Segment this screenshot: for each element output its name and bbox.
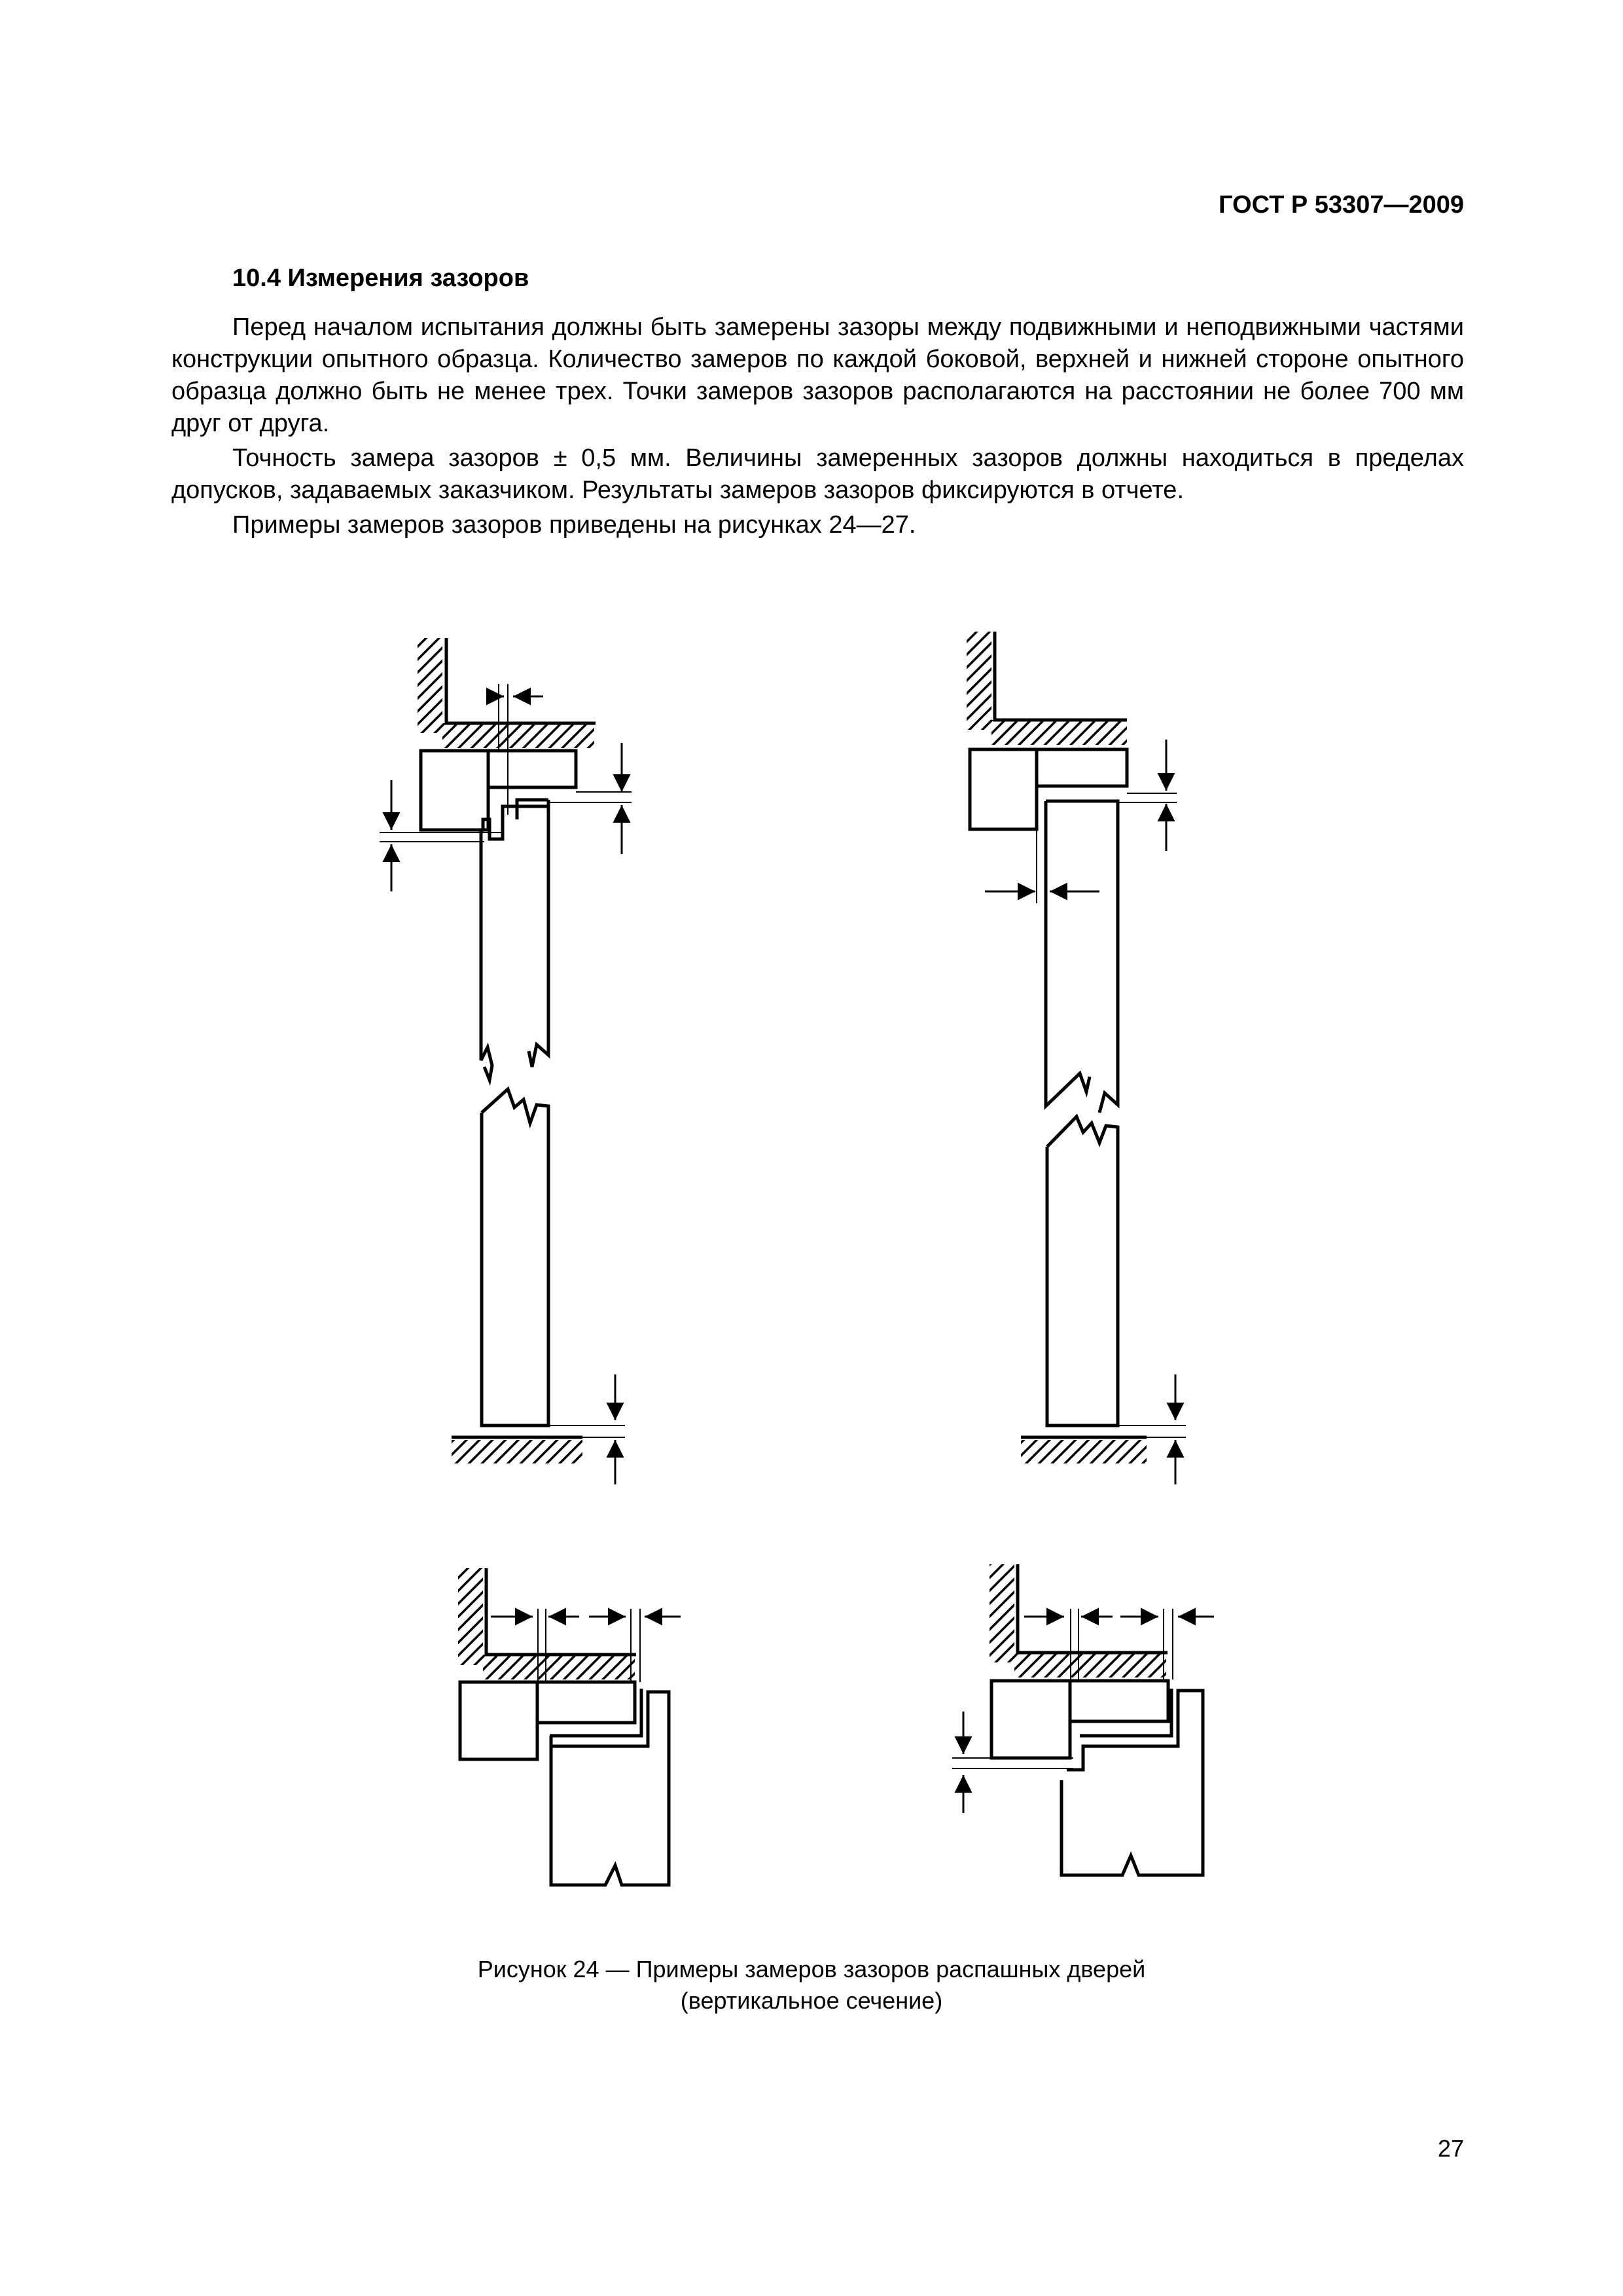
door-leaf [550, 1689, 669, 1885]
page-number: 27 [1437, 2135, 1464, 2162]
caption-line-1: Рисунок 24 — Примеры замеров зазоров распашных дверей [477, 1956, 1146, 1982]
paragraph-3: Примеры замеров зазоров приведены на рисунках 24—27. [232, 511, 916, 539]
door-leaf-lower [1047, 1117, 1118, 1426]
floor-hatch [1021, 1440, 1147, 1463]
drawing-bottom-left [458, 1568, 681, 1885]
frame-block [991, 1681, 1070, 1758]
door-leaf-lower [482, 1089, 548, 1426]
frame-hatch-vertical [990, 1564, 1014, 1662]
paragraph-1: Перед началом испытания должны быть замерены зазоры между подвижными и неподвижными частями конструкции опытного образца. Количество замеров по каждой боковой, верхней и нижней стороне опытного образца должно быть не менее трех. Точки замеров зазоров располагаются на расстоянии не более 700 мм друг от друга. [171, 314, 1464, 437]
stop-strip [1037, 749, 1127, 786]
drawing-top-right [967, 632, 1186, 1484]
floor-hatch [452, 1440, 582, 1463]
frame-outline [486, 1568, 636, 1655]
document-standard-header: ГОСТ Р 53307—2009 [1219, 191, 1464, 219]
frame-block [970, 749, 1037, 829]
frame-hatch-horizontal [483, 1655, 635, 1679]
frame-hatch-vertical [458, 1568, 483, 1665]
drawing-top-left [380, 638, 632, 1484]
caption-line-2: (вертикальное сечение) [680, 1987, 943, 2014]
frame-block [460, 1682, 537, 1759]
door-leaf [1061, 1689, 1203, 1875]
frame-hatch-horizontal [1014, 1653, 1166, 1677]
door-leaf-upper [481, 800, 548, 1080]
section-heading: 10.4 Измерения зазоров [232, 264, 529, 292]
frame-hatch-vertical [418, 638, 442, 733]
frame-outline [1018, 1564, 1168, 1653]
door-leaf-upper [1046, 801, 1118, 1113]
frame-outline [995, 632, 1127, 720]
frame-hatch-horizontal [442, 723, 594, 748]
frame-hatch-horizontal [991, 720, 1127, 745]
frame-hatch-vertical [967, 632, 991, 730]
frame-outline [446, 638, 596, 723]
drawing-bottom-right [952, 1564, 1214, 1875]
figure-caption [0, 1954, 1623, 2017]
stop-strip [537, 1682, 635, 1723]
stop-strip [1070, 1681, 1168, 1721]
frame-block [421, 751, 488, 830]
paragraph-2: Точность замера зазоров ± 0,5 мм. Величины замеренных зазоров должны находиться в пределах допусков, задаваемых заказчиком. Результаты замеров зазоров фиксируются в отчете. [171, 444, 1464, 504]
stop-strip [488, 751, 576, 787]
